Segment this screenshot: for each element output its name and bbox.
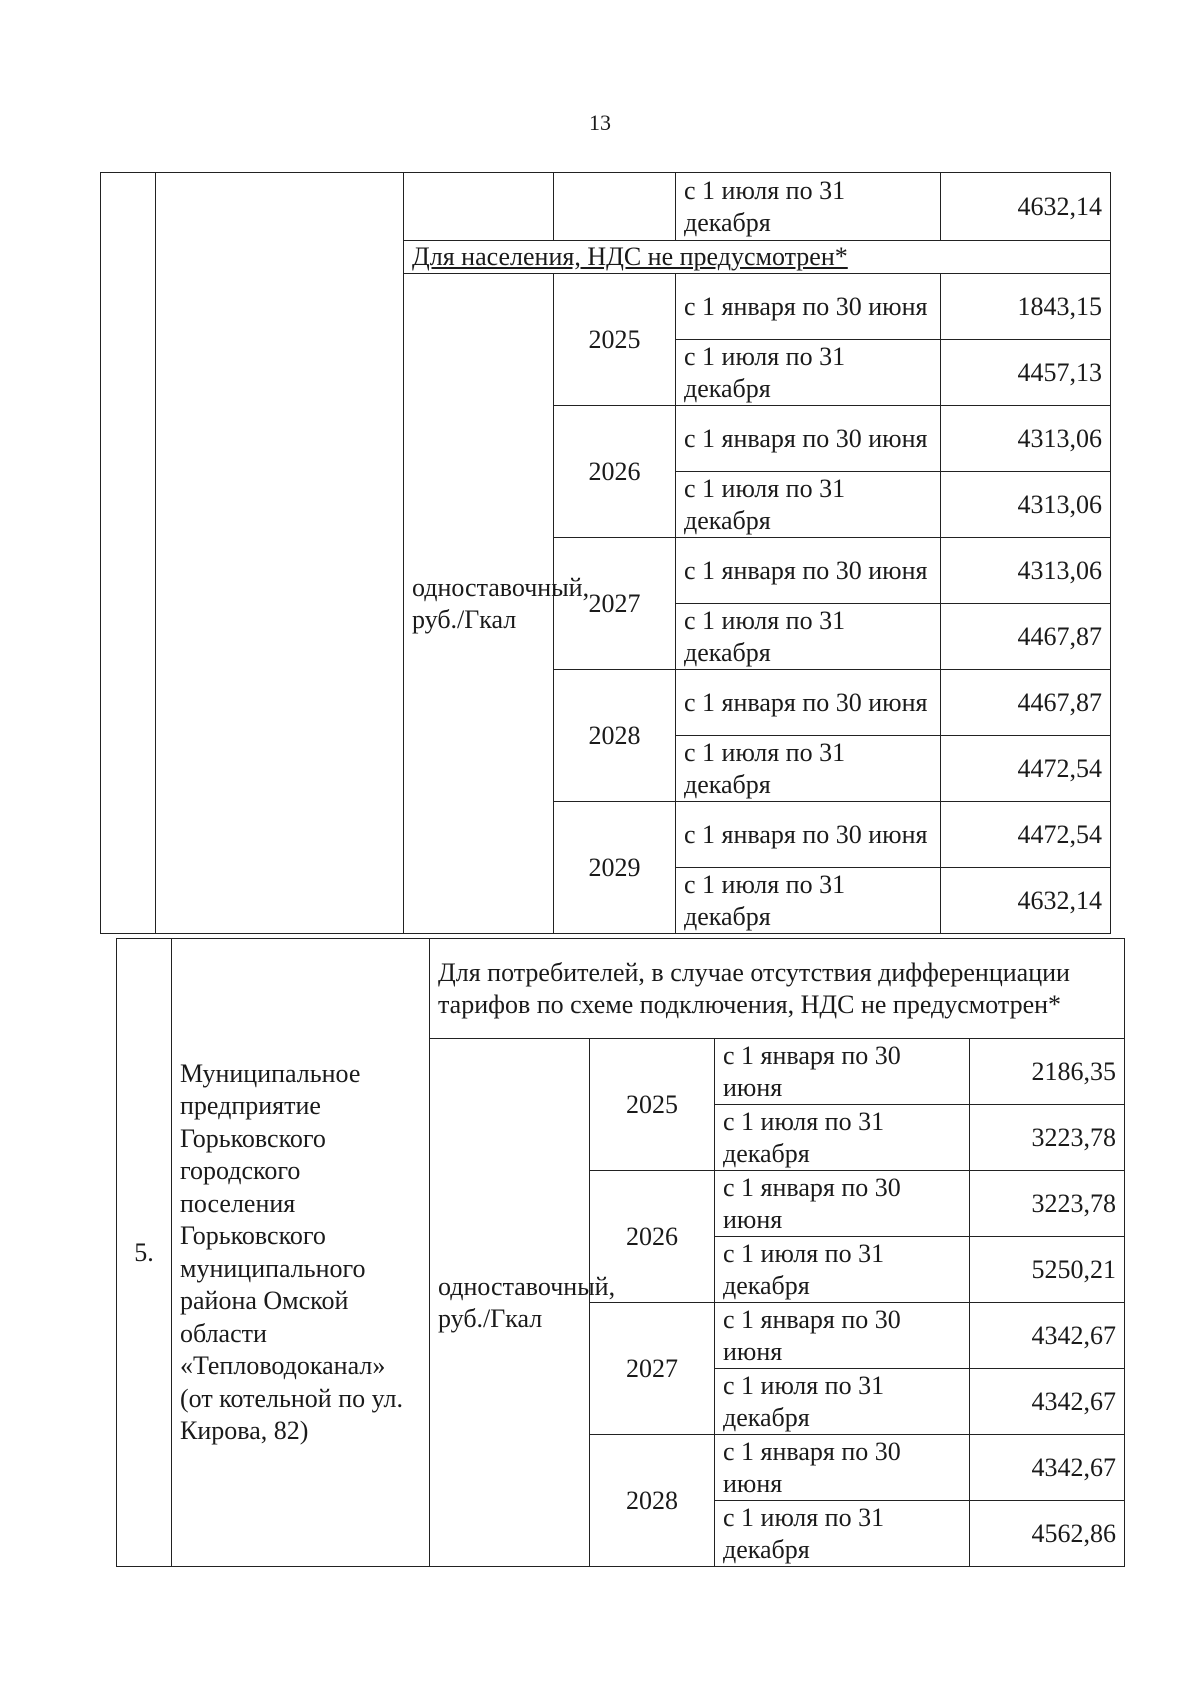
- type-cell: [404, 173, 554, 241]
- year-cell: 2027: [554, 538, 676, 670]
- period-cell: с 1 января по 30 июня: [715, 1435, 970, 1501]
- value-cell: 4467,87: [941, 604, 1111, 670]
- value-cell: 4313,06: [941, 406, 1111, 472]
- period-cell: с 1 июля по 31 декабря: [676, 868, 941, 934]
- year-cell: 2029: [554, 802, 676, 934]
- period-cell: с 1 января по 30 июня: [676, 538, 941, 604]
- period-cell: с 1 января по 30 июня: [676, 274, 941, 340]
- period-cell: с 1 января по 30 июня: [676, 670, 941, 736]
- period-cell: с 1 января по 30 июня: [676, 802, 941, 868]
- tariff-table-continued: [100, 172, 1111, 934]
- value-cell: 4467,87: [941, 670, 1111, 736]
- period-cell: с 1 июля по 31 декабря: [676, 736, 941, 802]
- period-cell: с 1 июля по 31 декабря: [676, 340, 941, 406]
- tariff-type: одноставочный, руб./Гкал: [430, 1039, 590, 1567]
- period-cell: с 1 января по 30 июня: [715, 1171, 970, 1237]
- number-cell: [101, 173, 156, 934]
- period-cell: с 1 июля по 31 декабря: [715, 1501, 970, 1567]
- tariff-table-entry-5: [116, 938, 1125, 1567]
- value-cell: 4472,54: [941, 736, 1111, 802]
- value-cell: 4632,14: [941, 868, 1111, 934]
- year-cell: 2026: [554, 406, 676, 538]
- group-header: Для потребителей, в случае отсутствия дифференциации тарифов по схеме подключения, НДС не предусмотрен*: [430, 939, 1125, 1039]
- period-cell: с 1 июля по 31 декабря: [715, 1369, 970, 1435]
- value-cell: 1843,15: [941, 274, 1111, 340]
- entry-number: 5.: [117, 939, 172, 1567]
- year-cell: 2025: [554, 274, 676, 406]
- year-cell: 2026: [590, 1171, 715, 1303]
- tariff-type: одноставочный, руб./Гкал: [404, 274, 554, 934]
- value-cell: 4313,06: [941, 472, 1111, 538]
- value-cell: 4457,13: [941, 340, 1111, 406]
- value-cell: 4313,06: [941, 538, 1111, 604]
- period-cell: с 1 июля по 31 декабря: [676, 173, 941, 241]
- value-cell: 4342,67: [970, 1369, 1125, 1435]
- year-cell: 2025: [590, 1039, 715, 1171]
- value-cell: 5250,21: [970, 1237, 1125, 1303]
- group-header-text: Для населения, НДС не предусмотрен*: [412, 242, 848, 271]
- period-cell: с 1 января по 30 июня: [676, 406, 941, 472]
- value-cell: 4342,67: [970, 1303, 1125, 1369]
- period-cell: с 1 января по 30 июня: [715, 1039, 970, 1105]
- value-cell: 4562,86: [970, 1501, 1125, 1567]
- year-cell: [554, 173, 676, 241]
- period-cell: с 1 июля по 31 декабря: [715, 1105, 970, 1171]
- value-cell: 4472,54: [941, 802, 1111, 868]
- organization-cell: [156, 173, 404, 934]
- period-cell: с 1 июля по 31 декабря: [676, 472, 941, 538]
- table-row: [101, 173, 1111, 241]
- organization-name: Муниципальное предприятие Горьковского городского поселения Горьковского муниципального района Омской области «Тепловодоканал» (от котельной по ул. Кирова, 82): [172, 939, 430, 1567]
- group-header-row: [117, 939, 1125, 1039]
- value-cell: 4632,14: [941, 173, 1111, 241]
- year-cell: 2028: [590, 1435, 715, 1567]
- period-cell: с 1 января по 30 июня: [715, 1303, 970, 1369]
- period-cell: с 1 июля по 31 декабря: [676, 604, 941, 670]
- value-cell: 4342,67: [970, 1435, 1125, 1501]
- value-cell: 3223,78: [970, 1171, 1125, 1237]
- value-cell: 2186,35: [970, 1039, 1125, 1105]
- group-header: [404, 241, 1111, 274]
- value-cell: 3223,78: [970, 1105, 1125, 1171]
- period-cell: с 1 июля по 31 декабря: [715, 1237, 970, 1303]
- year-cell: 2028: [554, 670, 676, 802]
- page-number: 13: [589, 110, 611, 135]
- year-cell: 2027: [590, 1303, 715, 1435]
